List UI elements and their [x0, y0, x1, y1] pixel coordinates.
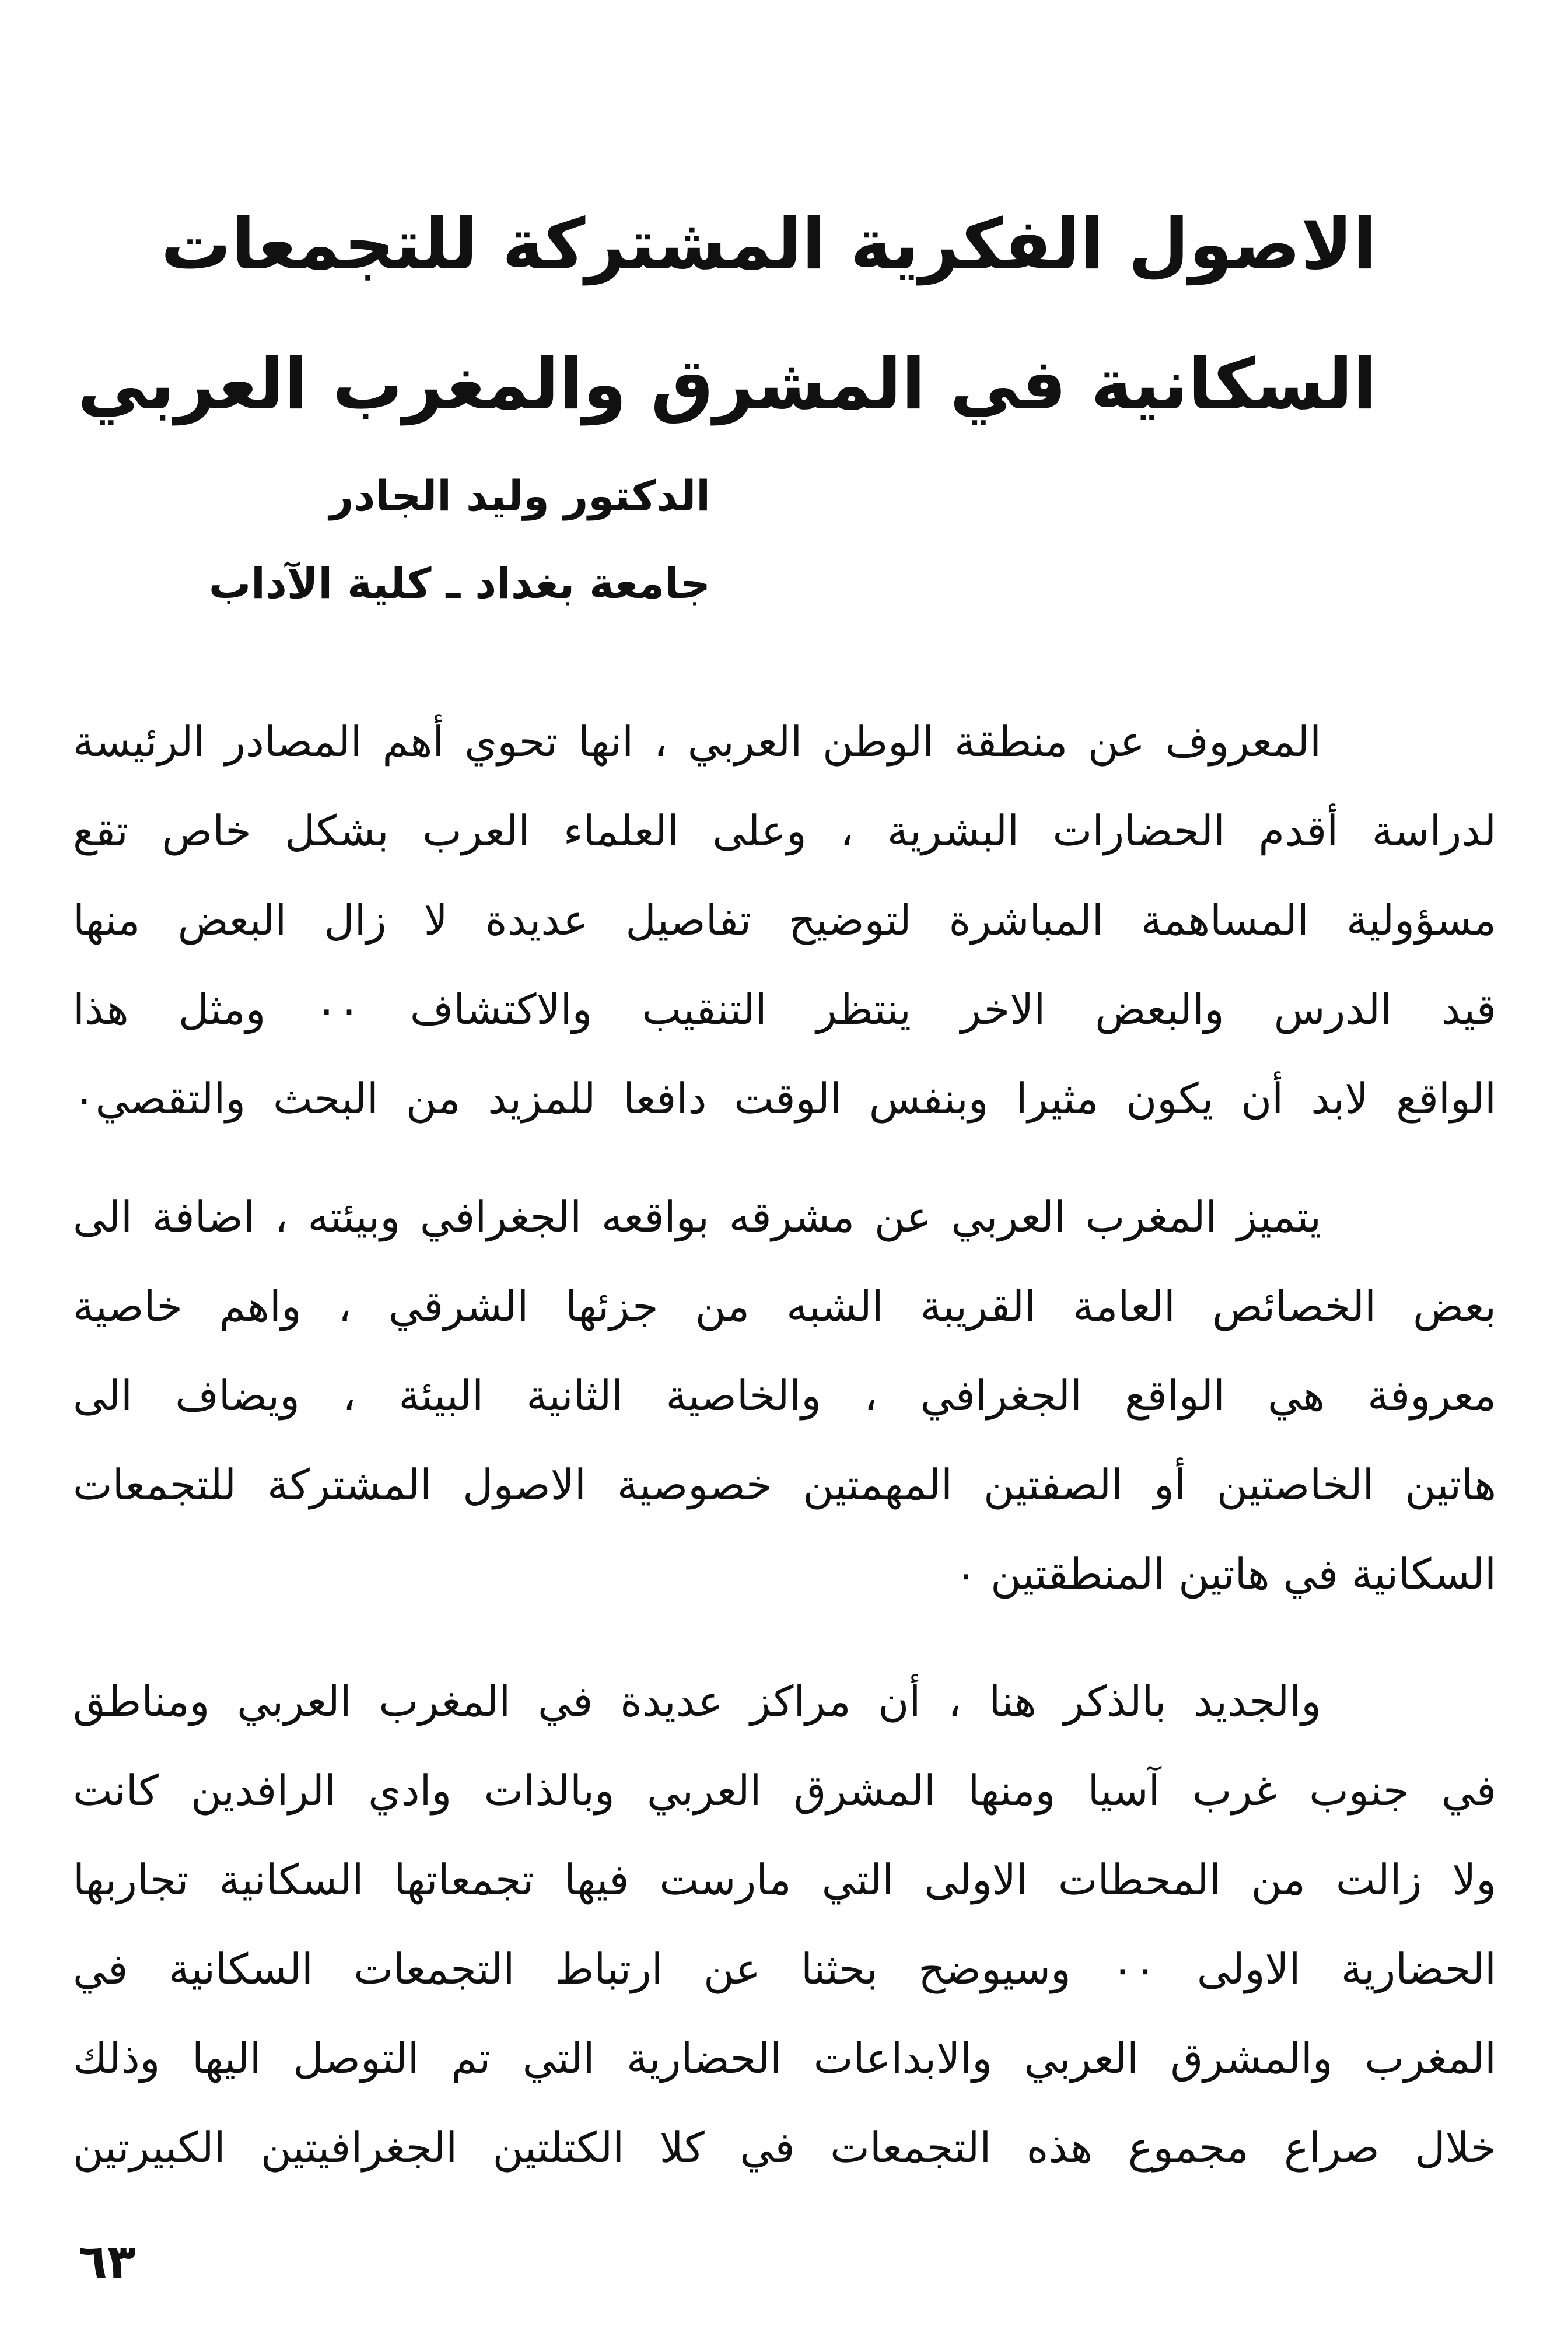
paragraph-line: بعض الخصائص العامة القريبة الشبه من جزئها الشرقي ، واهم خاصية [73, 1282, 1496, 1331]
paragraph-line: ولا زالت من المحطات الاولى التي مارست فيها تجمعاتها السكانية تجاربها [73, 1855, 1496, 1904]
paragraph-3 [73, 1657, 1496, 2192]
paragraph-line: معروفة هي الواقع الجغرافي ، والخاصية الثانية البيئة ، ويضاف الى [73, 1371, 1497, 1420]
article-title [78, 175, 1377, 455]
author-block [209, 452, 710, 627]
paragraph-2 [73, 1173, 1496, 1619]
paragraph-line: يتميز المغرب العربي عن مشرقه بواقعه الجغرافي وبيئته ، اضافة الى [73, 1192, 1321, 1241]
paragraph-line: خلال صراع مجموع هذه التجمعات في كلا الكتلتين الجغرافيتين الكبيرتين [73, 2123, 1496, 2172]
page-number: ٦٣ [79, 2234, 136, 2289]
paragraph-line: في جنوب غرب آسيا ومنها المشرق العربي وبالذات وادي الرافدين كانت [73, 1766, 1496, 1815]
author-affiliation: جامعة بغداد ـ كلية الآداب [208, 559, 710, 608]
paragraph-line: مسؤولية المساهمة المباشرة لتوضيح تفاصيل عديدة لا زال البعض منها [73, 896, 1496, 945]
paragraph-line: لدراسة أقدم الحضارات البشرية ، وعلى العلماء العرب بشكل خاص تقع [73, 806, 1496, 855]
paragraph-line: المعروف عن منطقة الوطن العربي ، انها تحوي أهم المصادر الرئيسة [73, 717, 1321, 766]
paragraph-line: السكانية في هاتين المنطقتين ٠ [954, 1549, 1496, 1599]
title-line-1: الاصول الفكرية المشتركة للتجمعات [160, 204, 1377, 285]
author-name: الدكتور وليد الجادر [329, 471, 710, 520]
paragraph-line: الحضارية الاولى ٠٠ وسيوضح بحثنا عن ارتباط التجمعات السكانية في [73, 1944, 1497, 1993]
paragraph-1 [73, 697, 1496, 1143]
title-line-2: السكانية في المشرق والمغرب العربي [78, 344, 1377, 425]
paragraph-line: هاتين الخاصتين أو الصفتين المهمتين خصوصية الاصول المشتركة للتجمعات [73, 1460, 1496, 1509]
paragraph-line: قيد الدرس والبعض الاخر ينتظر التنقيب والاكتشاف ٠٠ ومثل هذا [73, 985, 1496, 1034]
paragraph-line: المغرب والمشرق العربي والابداعات الحضارية التي تم التوصل اليها وذلك [73, 2034, 1496, 2083]
paragraph-line: الواقع لابد أن يكون مثيرا وبنفس الوقت دافعا للمزيد من البحث والتقصي٠ [73, 1074, 1496, 1123]
paragraph-line: والجديد بالذكر هنا ، أن مراكز عديدة في المغرب العربي ومناطق [73, 1677, 1321, 1726]
